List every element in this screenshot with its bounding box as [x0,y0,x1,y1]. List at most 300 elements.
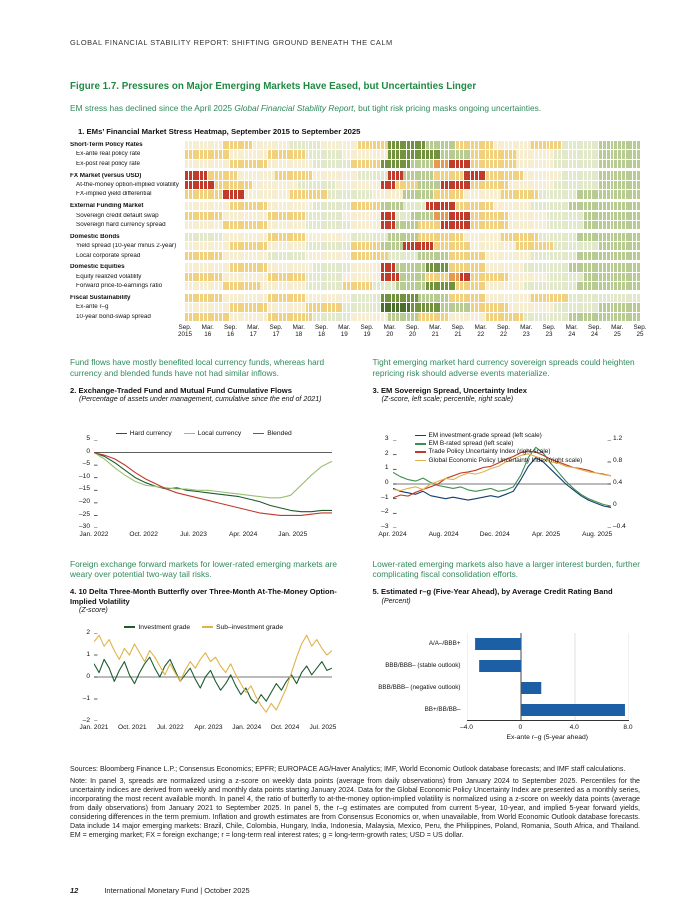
heatmap-cell [396,171,399,179]
heatmap-cell [584,282,587,290]
heatmap-cell [437,160,440,168]
heatmap-cell [381,150,384,158]
series-line-hard-currency [94,452,332,511]
heatmap-cell [516,150,519,158]
heatmap-row-label: FX-implied yield differential [76,191,152,198]
heatmap-cell [584,233,587,241]
heatmap-cell [306,171,309,179]
heatmap-cell [272,273,275,281]
heatmap-cell [501,282,504,290]
heatmap-cell [343,150,346,158]
heatmap-cell [411,212,414,220]
heatmap-cell [603,181,606,189]
heatmap-cell [306,294,309,302]
heatmap-cell [290,303,293,311]
heatmap-cell [554,202,557,210]
heatmap-cell [347,273,350,281]
heatmap-cell [264,171,267,179]
heatmap-cell [430,181,433,189]
heatmap-cell [298,171,301,179]
heatmap-cell [434,160,437,168]
heatmap-cell [204,160,207,168]
heatmap-cell [185,212,188,220]
heatmap-cell [290,202,293,210]
heatmap-cell [629,141,632,149]
heatmap-cell [257,303,260,311]
heatmap-cell [241,202,244,210]
heatmap-cell [626,221,629,229]
heatmap-cell [539,252,542,260]
heatmap-cell [543,160,546,168]
heatmap-cell [452,190,455,198]
heatmap-cell [358,141,361,149]
heatmap-cell [475,160,478,168]
heatmap-cell [324,190,327,198]
heatmap-cell [283,141,286,149]
heatmap-cell [324,242,327,250]
heatmap-cell [626,233,629,241]
heatmap-cell [407,303,410,311]
heatmap-cell [309,313,312,321]
heatmap-cell [257,190,260,198]
heatmap-cell [467,303,470,311]
heatmap-cell [531,150,534,158]
heatmap-cell [294,202,297,210]
heatmap-cell [445,171,448,179]
heatmap-cell [347,160,350,168]
heatmap-cell [249,273,252,281]
heatmap-cell [479,150,482,158]
heatmap-cell [189,141,192,149]
heatmap-cell [200,141,203,149]
heatmap-cell [565,150,568,158]
heatmap-cell [279,160,282,168]
heatmap-cell [434,190,437,198]
heatmap-cell [577,282,580,290]
heatmap-cell [208,263,211,271]
heatmap-cell [396,242,399,250]
heatmap-cell [558,190,561,198]
legend-line-swatch [184,433,195,435]
heatmap-cell [501,160,504,168]
heatmap-cell [569,273,572,281]
heatmap-cell [437,282,440,290]
heatmap-cell [362,171,365,179]
heatmap-cell [283,313,286,321]
heatmap-cell [370,181,373,189]
heatmap-cell [354,190,357,198]
heatmap-cell [460,212,463,220]
heatmap-cell [396,202,399,210]
heatmap-cell [328,294,331,302]
heatmap-cell [272,221,275,229]
heatmap-cell [290,160,293,168]
heatmap-cell [193,202,196,210]
legend-item [253,430,292,437]
heatmap-cell [614,263,617,271]
heatmap-row-cells [185,171,640,179]
heatmap-cell [471,242,474,250]
heatmap-cell [321,181,324,189]
panel-butterfly-subtitle: (Z-score) [79,606,108,615]
heatmap-cell [460,181,463,189]
heatmap-cell [622,171,625,179]
heatmap-cell [603,282,606,290]
heatmap-cell [366,252,369,260]
heatmap-cell [400,313,403,321]
heatmap-cell [498,212,501,220]
heatmap-cell [215,181,218,189]
heatmap-cell [611,221,614,229]
heatmap-cell [234,141,237,149]
heatmap-cell [385,242,388,250]
heatmap-cell [577,303,580,311]
heatmap-cell [520,221,523,229]
heatmap-cell [196,282,199,290]
heatmap-cell [588,141,591,149]
heatmap-cell [449,221,452,229]
heatmap-cell [287,141,290,149]
legend-item [415,448,551,455]
heatmap-cell [490,313,493,321]
heatmap-cell [339,160,342,168]
heatmap-cell [456,303,459,311]
heatmap-cell [437,202,440,210]
heatmap-cell [388,221,391,229]
heatmap-cell [577,252,580,260]
heatmap-cell [513,303,516,311]
heatmap-cell [208,181,211,189]
heatmap-cell [437,233,440,241]
heatmap-cell [185,242,188,250]
heatmap-cell [385,233,388,241]
heatmap-cell [569,212,572,220]
heatmap-cell [445,313,448,321]
heatmap-cell [501,303,504,311]
heatmap-cell [531,252,534,260]
heatmap-cell [257,273,260,281]
heatmap-cell [573,171,576,179]
heatmap-cell [358,221,361,229]
heatmap-cell [400,212,403,220]
heatmap-cell [238,171,241,179]
heatmap-cell [396,263,399,271]
heatmap-cell [219,242,222,250]
heatmap-cell [498,313,501,321]
x-axis-tick-label: Jan. 2021 [79,724,109,732]
heatmap-cell [592,160,595,168]
heatmap-cell [501,313,504,321]
heatmap-cell [482,252,485,260]
heatmap-cell [569,221,572,229]
heatmap-cell [208,313,211,321]
heatmap-cell [441,242,444,250]
heatmap-cell [516,171,519,179]
heatmap-cell [343,282,346,290]
legend-item [124,624,190,631]
heatmap-cell [223,212,226,220]
heatmap-cell [226,252,229,260]
heatmap-cell [528,242,531,250]
heatmap-cell [415,294,418,302]
heatmap-cell [558,160,561,168]
heatmap-row-label: Sovereign credit default swap [76,212,159,219]
heatmap-cell [603,150,606,158]
heatmap-cell [509,313,512,321]
heatmap-cell [430,303,433,311]
heatmap-cell [445,263,448,271]
bar-2 [521,682,541,694]
heatmap-cell [317,252,320,260]
heatmap-cell [272,160,275,168]
x-axis-title: Ex-ante r–g (5-year ahead) [506,734,589,742]
heatmap-cell [241,263,244,271]
heatmap-cell [550,171,553,179]
heatmap-cell [354,150,357,158]
heatmap-row-label: Equity realized volatility [76,273,142,280]
heatmap-cell [332,313,335,321]
heatmap-cell [264,221,267,229]
heatmap-cell [467,181,470,189]
heatmap-cell [573,233,576,241]
heatmap-cell [588,181,591,189]
heatmap-cell [479,242,482,250]
heatmap-cell [260,212,263,220]
heatmap-cell [584,160,587,168]
heatmap-cell [562,141,565,149]
heatmap-cell [434,313,437,321]
heatmap-cell [400,202,403,210]
heatmap-cell [275,263,278,271]
heatmap-cell [298,263,301,271]
heatmap-cell [513,242,516,250]
heatmap-cell [283,171,286,179]
heatmap-cell [626,160,629,168]
heatmap-cell [535,303,538,311]
heatmap-cell [501,294,504,302]
legend-item [415,432,542,439]
heatmap-cell [441,252,444,260]
heatmap-cell [524,282,527,290]
heatmap-cell [298,294,301,302]
heatmap-cell [392,141,395,149]
heatmap-cell [434,233,437,241]
heatmap-cell [584,313,587,321]
heatmap-cell [366,242,369,250]
heatmap-cell [603,233,606,241]
heatmap-cell [418,202,421,210]
heatmap-cell [520,171,523,179]
heatmap-cell [407,273,410,281]
heatmap-x-tick: Sep. 22 [497,324,510,339]
heatmap-cell [592,273,595,281]
heatmap-cell [309,212,312,220]
x-axis-tick-label: Oct. 2021 [117,724,147,732]
legend-label: Global Economic Policy Uncertainty Index (right scale) [428,456,583,464]
heatmap-cell [437,190,440,198]
heatmap-cell [324,313,327,321]
heatmap-cell [407,150,410,158]
heatmap-cell [577,160,580,168]
heatmap-cell [464,242,467,250]
heatmap-cell [531,273,534,281]
heatmap-cell [486,150,489,158]
heatmap-cell [208,273,211,281]
heatmap-cell [618,212,621,220]
heatmap-cell [200,171,203,179]
heatmap-cell [400,181,403,189]
heatmap-cell [449,242,452,250]
heatmap-cell [332,273,335,281]
y2-axis-tick-label: –0.4 [613,523,626,531]
heatmap-cell [290,212,293,220]
heatmap-cell [543,263,546,271]
bar-0 [475,638,521,650]
heatmap-cell [253,202,256,210]
heatmap-cell [501,212,504,220]
heatmap-cell [426,252,429,260]
heatmap-cell [260,233,263,241]
heatmap-cell [403,141,406,149]
heatmap-cell [287,233,290,241]
heatmap-cell [486,294,489,302]
heatmap-cell [287,160,290,168]
heatmap-cell [531,160,534,168]
heatmap-cell [234,303,237,311]
heatmap-cell [543,313,546,321]
heatmap-cell [452,263,455,271]
heatmap-cell [370,171,373,179]
heatmap-cell [219,202,222,210]
heatmap-cell [464,171,467,179]
heatmap-cell [238,160,241,168]
heatmap-cell [196,263,199,271]
heatmap-cell [633,263,636,271]
heatmap-cell [573,212,576,220]
heatmap-cell [302,141,305,149]
heatmap-cell [287,313,290,321]
heatmap-cell [362,242,365,250]
heatmap-cell [479,171,482,179]
running-header: GLOBAL FINANCIAL STABILITY REPORT: SHIFTING GROUND BENEATH THE CALM [70,38,393,47]
heatmap-cell [595,171,598,179]
heatmap-cell [618,150,621,158]
x-axis-tick-label: 4.0 [569,724,579,732]
heatmap-cell [513,181,516,189]
heatmap-cell [204,282,207,290]
heatmap-cell [584,190,587,198]
heatmap-cell [547,273,550,281]
heatmap-cell [554,150,557,158]
heatmap-cell [531,303,534,311]
heatmap-cell [418,242,421,250]
heatmap-cell [283,221,286,229]
heatmap-row [70,202,640,210]
heatmap-x-tick: Mar. 22 [474,324,487,339]
heatmap-cell [531,171,534,179]
heatmap-cell [268,202,271,210]
heatmap-cell [230,141,233,149]
heatmap-row-label: External Funding Market [70,203,144,210]
heatmap-cell [309,190,312,198]
heatmap-cell [354,273,357,281]
heatmap-cell [377,282,380,290]
heatmap-cell [482,273,485,281]
heatmap-cell [279,202,282,210]
heatmap-cell [626,171,629,179]
heatmap-cell [603,263,606,271]
heatmap-cell [528,282,531,290]
heatmap-cell [358,303,361,311]
heatmap-cell [234,263,237,271]
heatmap-cell [257,150,260,158]
legend-line-swatch [202,626,213,628]
heatmap-cell [558,202,561,210]
heatmap-cell [543,150,546,158]
heatmap-cell [204,263,207,271]
heatmap-cell [336,212,339,220]
heatmap-cell [543,181,546,189]
heatmap-cell [332,242,335,250]
heatmap-cell [456,221,459,229]
heatmap-cell [584,294,587,302]
heatmap-cell [569,282,572,290]
heatmap-cell [208,160,211,168]
heatmap-cell [554,242,557,250]
heatmap-cell [238,252,241,260]
heatmap-cell [501,181,504,189]
heatmap-cell [351,141,354,149]
heatmap-cell [189,303,192,311]
heatmap-cell [558,242,561,250]
heatmap-cell [215,252,218,260]
heatmap-cell [257,221,260,229]
heatmap-cell [505,252,508,260]
heatmap-cell [388,171,391,179]
heatmap-cell [403,303,406,311]
heatmap-cell [618,252,621,260]
heatmap-cell [275,221,278,229]
heatmap-cell [595,141,598,149]
heatmap-cell [358,242,361,250]
heatmap-cell [595,160,598,168]
heatmap-cell [562,273,565,281]
heatmap-cell [415,150,418,158]
heatmap-cell [580,160,583,168]
heatmap-cell [298,202,301,210]
heatmap-cell [505,190,508,198]
heatmap-cell [430,190,433,198]
heatmap-cell [309,252,312,260]
heatmap-cell [245,181,248,189]
heatmap-row [70,303,640,311]
heatmap-cell [302,273,305,281]
heatmap-cell [422,171,425,179]
heatmap-cell [467,282,470,290]
heatmap-cell [328,221,331,229]
heatmap-cell [494,160,497,168]
heatmap-cell [626,282,629,290]
y-axis-tick-label: –2 [82,716,90,724]
heatmap-cell [354,181,357,189]
heatmap-cell [626,202,629,210]
heatmap-cell [471,252,474,260]
heatmap-cell [268,242,271,250]
heatmap-cell [498,273,501,281]
heatmap-cell [550,313,553,321]
x-axis-tick-label: Jul. 2022 [156,724,184,732]
heatmap-row-cells [185,242,640,250]
